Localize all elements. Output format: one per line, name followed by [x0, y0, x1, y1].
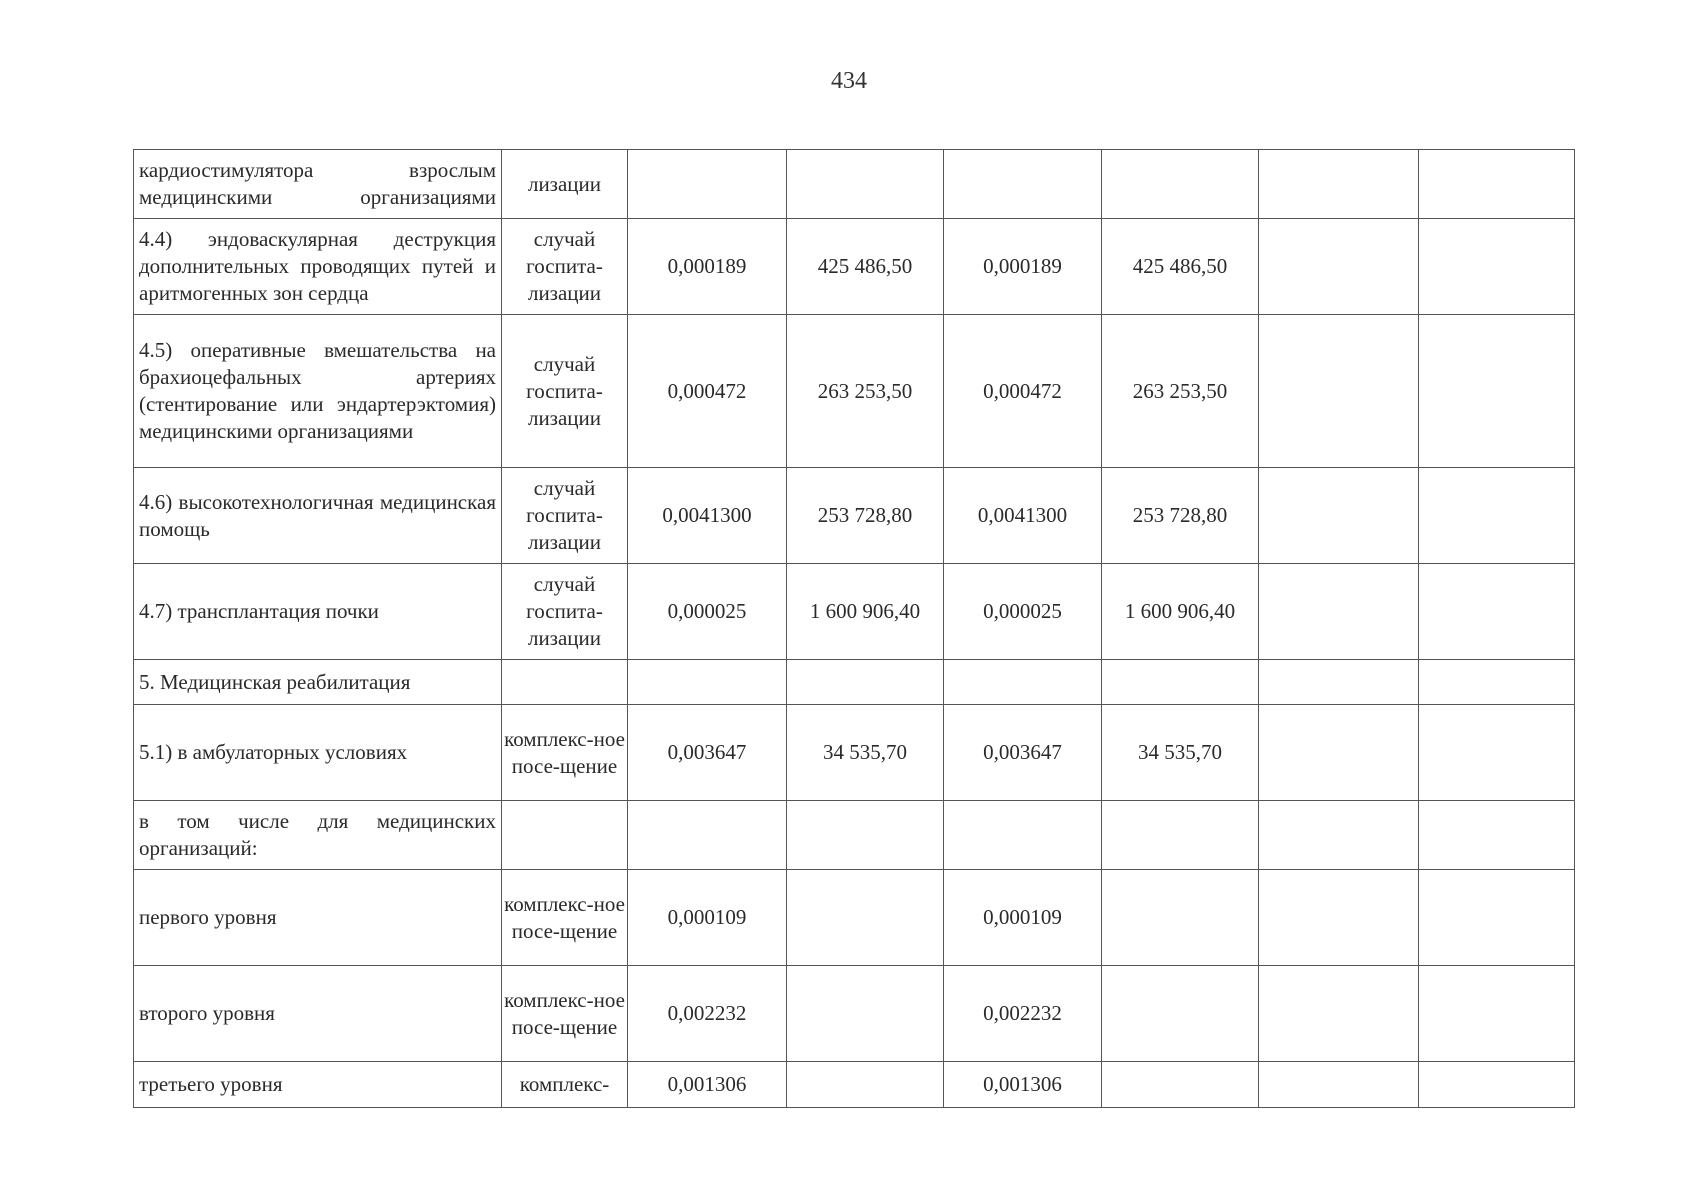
- value-cell: [1259, 870, 1419, 966]
- value-cell: 425 486,50: [1102, 219, 1259, 315]
- value-cell: [944, 150, 1102, 219]
- value-cell: [1259, 966, 1419, 1062]
- row-name: в том числе для медицинских организаций:: [139, 809, 496, 860]
- row-name: 4.5) оперативные вмешательства на брахиоцефальных артериях (стентирование или эндартерэктомия) медицинскими организациями: [139, 338, 496, 443]
- value-cell: 0,0041300: [944, 468, 1102, 564]
- value-cell: [787, 1062, 944, 1108]
- unit-label: случай госпита-лизации: [526, 572, 603, 650]
- value-cell: [1419, 219, 1575, 315]
- value-cell: [787, 801, 944, 870]
- value-cell: [787, 150, 944, 219]
- value-cell: [944, 801, 1102, 870]
- row-name-cell: [134, 219, 502, 315]
- value-cell: [1102, 150, 1259, 219]
- row-name-cell: [134, 315, 502, 468]
- value-cell: 0,000025: [628, 564, 787, 660]
- unit-cell: [502, 705, 628, 801]
- unit-cell: [502, 315, 628, 468]
- unit-label: случай госпита-лизации: [526, 351, 603, 430]
- unit-label: случай госпита-лизации: [526, 476, 603, 554]
- unit-label: комплекс-ное посе-щение: [504, 726, 625, 778]
- unit-label: комплекс-ное посе-щение: [504, 891, 625, 943]
- value-cell: [628, 660, 787, 705]
- table-row: [134, 870, 1575, 966]
- value-cell: [1259, 660, 1419, 705]
- unit-cell: [502, 150, 628, 219]
- value-cell: 0,002232: [944, 966, 1102, 1062]
- value-cell: 0,001306: [944, 1062, 1102, 1108]
- value-cell: [1419, 315, 1575, 468]
- row-name: первого уровня: [139, 905, 277, 929]
- row-name: 5.1) в амбулаторных условиях: [139, 740, 408, 764]
- value-cell: [1259, 315, 1419, 468]
- row-name-cell: [134, 870, 502, 966]
- value-cell: [1419, 966, 1575, 1062]
- value-cell: 34 535,70: [787, 705, 944, 801]
- value-cell: [1419, 564, 1575, 660]
- table-row: [134, 1062, 1575, 1108]
- value-cell: [1419, 870, 1575, 966]
- value-cell: [1419, 801, 1575, 870]
- value-cell: [1419, 150, 1575, 219]
- value-cell: [1102, 660, 1259, 705]
- value-cell: 0,003647: [628, 705, 787, 801]
- value-cell: [1102, 966, 1259, 1062]
- row-name: 4.6) высокотехнологичная медицинская помощь: [139, 489, 496, 541]
- value-cell: [787, 870, 944, 966]
- row-name: 4.7) трансплантация почки: [139, 599, 379, 623]
- value-cell: 0,002232: [628, 966, 787, 1062]
- row-name-cell: [134, 705, 502, 801]
- value-cell: [1259, 564, 1419, 660]
- value-cell: 0,000025: [944, 564, 1102, 660]
- row-name: кардиостимулятора взрослым медицинскими организациями: [139, 158, 496, 209]
- unit-cell: [502, 1062, 628, 1108]
- table-row: [134, 564, 1575, 660]
- value-cell: 0,003647: [944, 705, 1102, 801]
- page-number: 434: [831, 68, 867, 94]
- table-row: [134, 705, 1575, 801]
- unit-cell: [502, 468, 628, 564]
- value-cell: 0,000109: [944, 870, 1102, 966]
- row-name-cell: [134, 966, 502, 1062]
- value-cell: [1419, 468, 1575, 564]
- value-cell: 1 600 906,40: [787, 564, 944, 660]
- value-cell: [1259, 705, 1419, 801]
- unit-cell: [502, 801, 628, 870]
- data-table: [133, 149, 1575, 1108]
- table-row: [134, 660, 1575, 705]
- row-name: третьего уровня: [139, 1072, 283, 1096]
- value-cell: [1102, 801, 1259, 870]
- value-cell: [787, 966, 944, 1062]
- value-cell: [787, 660, 944, 705]
- value-cell: 0,000189: [628, 219, 787, 315]
- unit-label: комплекс-ное посе-щение: [504, 987, 625, 1039]
- value-cell: 0,000472: [628, 315, 787, 468]
- value-cell: [1259, 1062, 1419, 1108]
- value-cell: [1102, 1062, 1259, 1108]
- value-cell: 1 600 906,40: [1102, 564, 1259, 660]
- table-row: [134, 468, 1575, 564]
- table-row: [134, 801, 1575, 870]
- table-row: [134, 966, 1575, 1062]
- value-cell: [1102, 870, 1259, 966]
- value-cell: [1419, 660, 1575, 705]
- unit-label: лизации: [527, 171, 602, 196]
- value-cell: [1259, 468, 1419, 564]
- unit-label: комплекс-: [519, 1072, 610, 1096]
- value-cell: 263 253,50: [1102, 315, 1259, 468]
- value-cell: 253 728,80: [787, 468, 944, 564]
- value-cell: [1419, 705, 1575, 801]
- row-name-cell: [134, 1062, 502, 1108]
- row-name: 5. Медицинская реабилитация: [139, 669, 411, 694]
- table-row: [134, 219, 1575, 315]
- value-cell: [1259, 219, 1419, 315]
- table-row: [134, 315, 1575, 468]
- row-name: второго уровня: [139, 1001, 275, 1025]
- value-cell: [1419, 1062, 1575, 1108]
- value-cell: 0,000189: [944, 219, 1102, 315]
- unit-cell: [502, 870, 628, 966]
- table-row: [134, 150, 1575, 219]
- unit-label: случай госпита-лизации: [526, 227, 603, 305]
- value-cell: 263 253,50: [787, 315, 944, 468]
- value-cell: 425 486,50: [787, 219, 944, 315]
- unit-cell: [502, 564, 628, 660]
- unit-cell: [502, 966, 628, 1062]
- value-cell: 0,000109: [628, 870, 787, 966]
- value-cell: 0,000472: [944, 315, 1102, 468]
- unit-cell: [502, 660, 628, 705]
- row-name-cell: [134, 468, 502, 564]
- unit-cell: [502, 219, 628, 315]
- row-name-cell: [134, 564, 502, 660]
- value-cell: 34 535,70: [1102, 705, 1259, 801]
- value-cell: 253 728,80: [1102, 468, 1259, 564]
- value-cell: [628, 801, 787, 870]
- value-cell: [628, 150, 787, 219]
- value-cell: [1259, 150, 1419, 219]
- value-cell: [1259, 801, 1419, 870]
- row-name-cell: [134, 150, 502, 219]
- value-cell: 0,001306: [628, 1062, 787, 1108]
- row-name: 4.4) эндоваскулярная деструкция дополнительных проводящих путей и аритмогенных зон сердца: [139, 227, 496, 305]
- row-name-cell: [134, 801, 502, 870]
- row-name-cell: [134, 660, 502, 705]
- value-cell: 0,0041300: [628, 468, 787, 564]
- value-cell: [944, 660, 1102, 705]
